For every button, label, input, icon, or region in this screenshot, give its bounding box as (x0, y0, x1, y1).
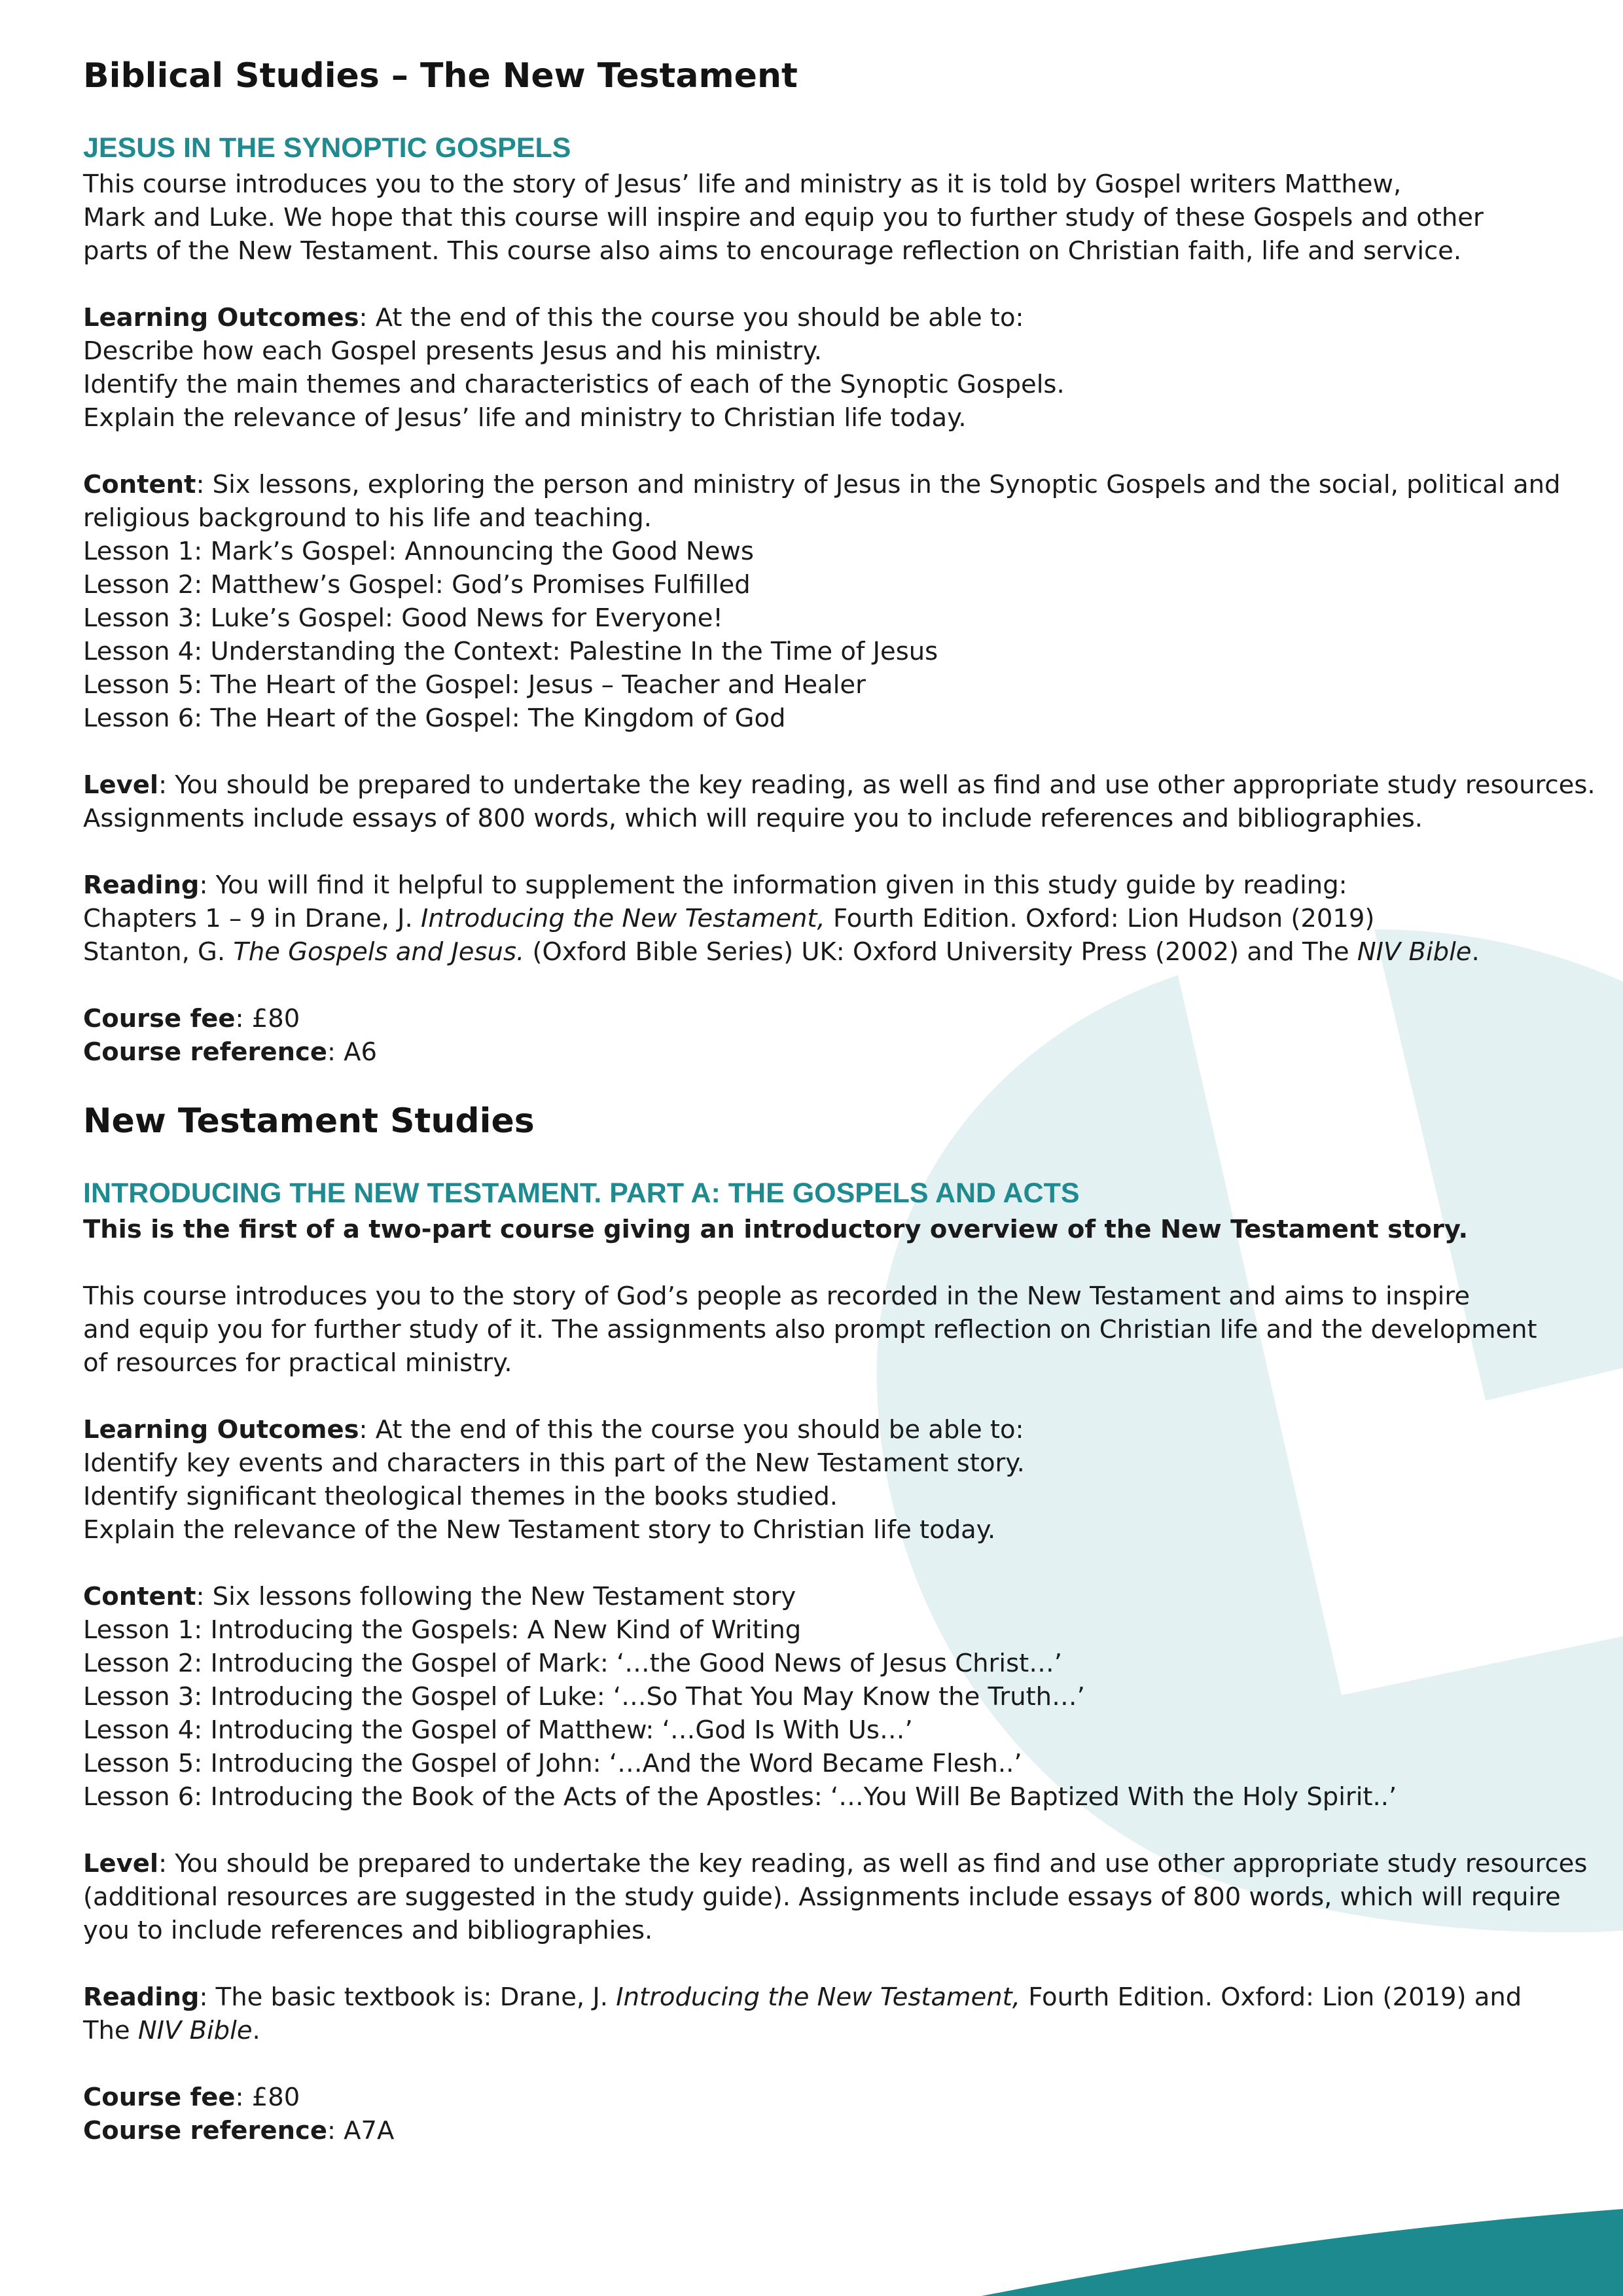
book-title: Introducing the New Testament, (420, 904, 825, 933)
lesson-item: Lesson 2: Introducing the Gospel of Mark: ‘…the Good News of Jesus Christ…’ (83, 1649, 1062, 1678)
intro-line: and equip you for further study of it. The assignments also prompt reflection on Christian life and the development (83, 1315, 1537, 1344)
lesson-item: Lesson 3: Luke’s Gospel: Good News for Everyone! (83, 603, 723, 633)
level-text-line: Assignments include essays of 800 words, which will require you to include references and bibliographies. (83, 804, 1423, 833)
outcome-item: Explain the relevance of Jesus’ life and ministry to Christian life today. (83, 403, 967, 433)
content-text-line: religious background to his life and teaching. (83, 503, 652, 533)
lesson-item: Lesson 1: Introducing the Gospels: A New Kind of Writing (83, 1615, 802, 1645)
lesson-item: Lesson 4: Understanding the Context: Palestine In the Time of Jesus (83, 637, 938, 666)
document-page (83, 51, 1596, 2147)
level-text: : You should be prepared to undertake the key reading, as well as find and use other appropriate study resources. (158, 770, 1596, 800)
lesson-item: Lesson 5: The Heart of the Gospel: Jesus – Teacher and Healer (83, 670, 866, 700)
reading-item (83, 902, 1588, 935)
course-title-introducing-new-testament: INTRODUCING THE NEW TESTAMENT. PART A: THE GOSPELS AND ACTS (83, 1177, 1080, 1209)
label: Course fee (83, 2083, 236, 2112)
level-text-line: you to include references and bibliographies. (83, 1916, 653, 1945)
section-title-new-testament-studies: New Testament Studies (83, 1102, 535, 1141)
learning-outcomes-heading (83, 301, 1588, 334)
label: Reading (83, 1982, 200, 2012)
label: Course reference (83, 2116, 327, 2145)
fee-value: : £80 (235, 1004, 300, 1033)
book-title: Introducing the New Testament, (616, 1982, 1020, 2012)
learning-outcomes-heading (83, 1413, 1588, 1446)
course-subtitle: This is the first of a two-part course giving an introductory overview of the New Testament story. (83, 1215, 1469, 1244)
course-reference (83, 2114, 1588, 2147)
course-title-synoptic-gospels: JESUS IN THE SYNOPTIC GOSPELS (83, 132, 571, 164)
level-heading (83, 1847, 1588, 1880)
label: Course reference (83, 1037, 327, 1067)
label: Learning Outcomes (83, 303, 359, 332)
intro-line: parts of the New Testament. This course also aims to encourage reflection on Christian faith, life and service. (83, 236, 1462, 266)
label: Level (83, 770, 159, 800)
reference-value: : A7A (327, 2116, 395, 2145)
content-heading (83, 468, 1588, 501)
level-heading (83, 768, 1596, 802)
intro-line: This course introduces you to the story of Jesus’ life and ministry as it is told by Gospel writers Matthew, (83, 170, 1402, 199)
footer-teal-band (982, 2209, 1623, 2296)
label: Reading (83, 870, 200, 900)
reading-text: Fourth Edition. Oxford: Lion Hudson (2019) (825, 904, 1375, 933)
label: Course fee (83, 1004, 236, 1033)
reading-text: : The basic textbook is: Drane, J. (199, 1982, 616, 2012)
lesson-item: Lesson 5: Introducing the Gospel of John: ‘…And the Word Became Flesh..’ (83, 1749, 1022, 1778)
book-title: The Gospels and Jesus. (233, 937, 525, 967)
intro-line: This course introduces you to the story of God’s people as recorded in the New Testament and aims to inspire (83, 1282, 1471, 1311)
reading-text: Fourth Edition. Oxford: Lion (2019) and (1020, 1982, 1522, 2012)
reading-item (83, 2014, 1588, 2047)
reading-text: (Oxford Bible Series) UK: Oxford University Press (2002) and The (524, 937, 1357, 967)
lesson-item: Lesson 6: The Heart of the Gospel: The Kingdom of God (83, 704, 786, 733)
label: Level (83, 1849, 159, 1878)
lesson-item: Lesson 3: Introducing the Gospel of Luke: ‘…So That You May Know the Truth…’ (83, 1682, 1085, 1712)
reading-heading (83, 869, 1588, 902)
level-text: : You should be prepared to undertake the key reading, as well as find and use other appropriate study resources (158, 1849, 1588, 1878)
book-title: NIV Bible (137, 2016, 253, 2045)
lesson-item: Lesson 1: Mark’s Gospel: Announcing the Good News (83, 537, 754, 566)
book-title: NIV Bible (1357, 937, 1472, 967)
fee-value: : £80 (235, 2083, 300, 2112)
outcomes-text: : At the end of this the course you should be able to: (359, 303, 1024, 332)
course-fee (83, 1002, 1588, 1035)
course-reference (83, 1035, 1588, 1069)
reading-item (83, 935, 1588, 969)
reading-text: : You will find it helpful to supplement the information given in this study guide by reading: (199, 870, 1347, 900)
intro-line: Mark and Luke. We hope that this course will inspire and equip you to further study of these Gospels and other (83, 203, 1484, 232)
reading-text: . (252, 2016, 260, 2045)
lesson-item: Lesson 6: Introducing the Book of the Acts of the Apostles: ‘…You Will Be Baptized With the Holy Spirit..’ (83, 1782, 1397, 1812)
outcome-item: Identify the main themes and characteristics of each of the Synoptic Gospels. (83, 370, 1065, 399)
reading-text: Chapters 1 – 9 in Drane, J. (83, 904, 421, 933)
reading-text: Stanton, G. (83, 937, 234, 967)
intro-line: of resources for practical ministry. (83, 1348, 512, 1378)
label: Content (83, 1582, 196, 1611)
reading-text: . (1471, 937, 1480, 967)
reference-value: : A6 (327, 1037, 377, 1067)
outcomes-text: : At the end of this the course you should be able to: (359, 1415, 1024, 1444)
content-heading (83, 1580, 1588, 1613)
content-text: : Six lessons, exploring the person and ministry of Jesus in the Synoptic Gospels and the social, political and (196, 470, 1561, 499)
label: Content (83, 470, 196, 499)
reading-text: The (83, 2016, 138, 2045)
lesson-item: Lesson 4: Introducing the Gospel of Matthew: ‘…God Is With Us…’ (83, 1715, 913, 1745)
level-text-line: (additional resources are suggested in the study guide). Assignments include essays of 800 words, which will require (83, 1882, 1561, 1912)
course-fee (83, 2081, 1588, 2114)
outcome-item: Identify key events and characters in this part of the New Testament story. (83, 1448, 1025, 1478)
outcome-item: Identify significant theological themes in the books studied. (83, 1482, 838, 1511)
reading-heading (83, 1981, 1588, 2014)
section-title-biblical-studies: Biblical Studies – The New Testament (83, 56, 798, 96)
label: Learning Outcomes (83, 1415, 359, 1444)
outcome-item: Explain the relevance of the New Testament story to Christian life today. (83, 1515, 996, 1545)
lesson-item: Lesson 2: Matthew’s Gospel: God’s Promises Fulfilled (83, 570, 751, 600)
outcome-item: Describe how each Gospel presents Jesus and his ministry. (83, 336, 823, 366)
content-text: : Six lessons following the New Testament story (196, 1582, 796, 1611)
